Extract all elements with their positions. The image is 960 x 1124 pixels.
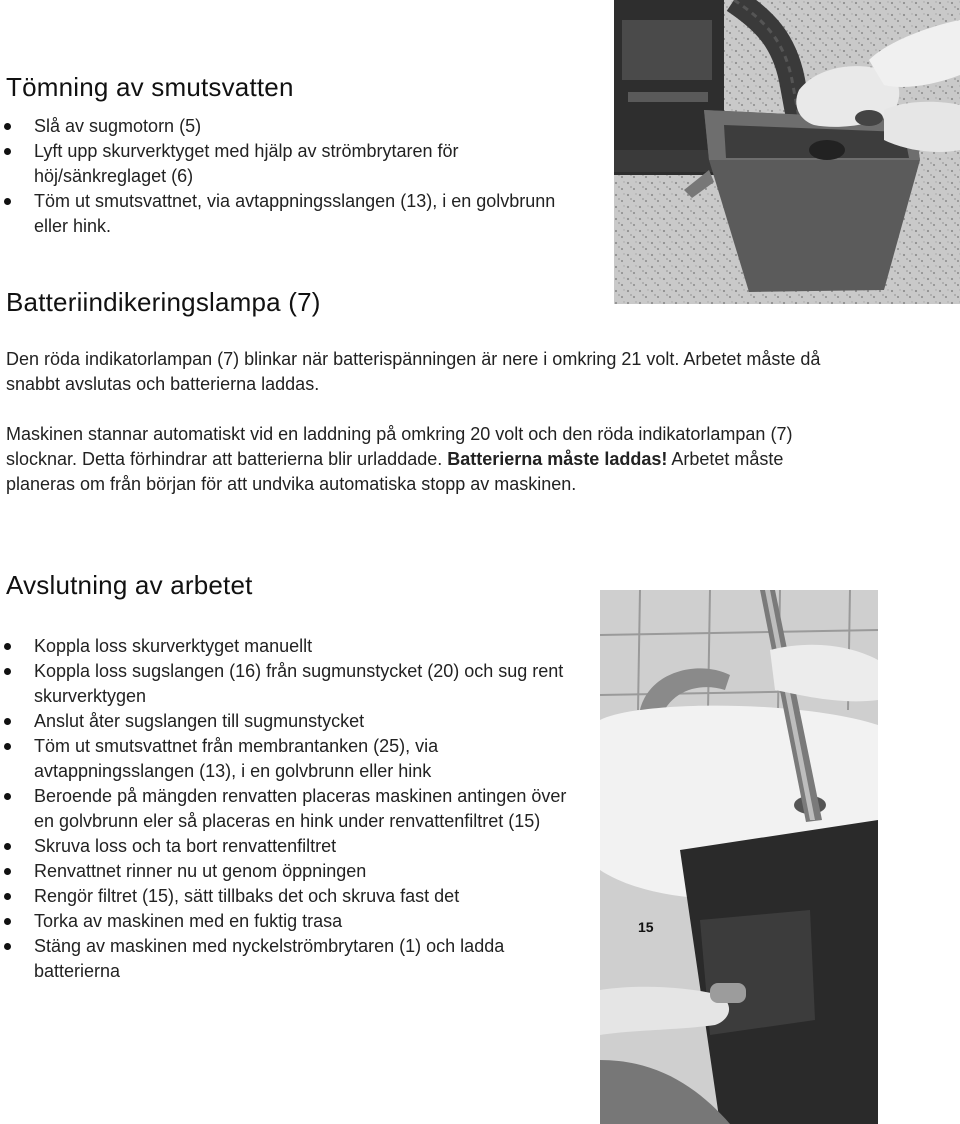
figure-label-15: 15 [638,919,654,935]
list-item [0,834,580,859]
list-item-text: Koppla loss skurverktyget manuellt [34,636,313,656]
list-item-text: Töm ut smutsvattnet, via avtappningsslangen (13), i en golvbrunn eller hink. [34,191,556,236]
section-title-emptying-dirty-water: Tömning av smutsvatten [6,72,294,102]
list-item-text: Koppla loss sugslangen (16) från sugmunstycket (20) och sug rent skurverktygen [34,661,564,706]
bullet-icon [4,918,11,925]
list-item-text: Torka av maskinen med en fuktig trasa [34,911,343,931]
list-item [0,784,580,834]
bullet-icon [4,843,11,850]
battery-paragraph-2-text: Maskinen stannar automatiskt vid en laddning på omkring 20 volt och den röda indikatorlampan (7) slocknar. Detta förhindrar att batterierna blir urladdade. [6,424,793,469]
list-item-text: Rengör filtret (15), sätt tillbaks det och skruva fast det [34,886,460,906]
bullet-icon [4,668,11,675]
list-item [0,634,580,659]
list-item [0,114,570,139]
list-item-text: Lyft upp skurverktyget med hjälp av strömbrytaren för höj/sänkreglaget (6) [34,141,459,186]
bullet-icon [4,148,11,155]
battery-paragraph-2-text-end: Arbetet måste planeras om från början för att undvika automatiska stopp av maskinen. [6,449,784,494]
bullet-icon [4,943,11,950]
bullet-icon [4,198,11,205]
list-item-text: Skruva loss och ta bort renvattenfiltret [34,836,337,856]
battery-paragraph-1: Den röda indikatorlampan (7) blinkar när batterispänningen är nere i omkring 21 volt. Arbetet måste då snabbt avslutas och batterierna laddas. [6,349,821,394]
list-item [0,909,580,934]
bullet-icon [4,743,11,750]
bullet-icon [4,793,11,800]
list-item [0,859,580,884]
list-item [0,189,570,239]
list-item-text: Anslut åter sugslangen till sugmunstycket [34,711,365,731]
photo-sink-filter [600,590,878,1124]
bullet-icon [4,643,11,650]
battery-paragraph-2 [6,422,854,497]
list-item [0,709,580,734]
battery-warning-bold: Batterierna måste laddas! [447,449,668,469]
bullet-icon [4,893,11,900]
finishing-steps-list [0,634,580,984]
list-item [0,734,580,784]
photo-emptying-tank [614,0,960,304]
list-item-text: Beroende på mängden renvatten placeras maskinen antingen över en golvbrunn eler så placeras en hink under renvattenfiltret (15) [34,786,567,831]
list-item-text: Töm ut smutsvattnet från membrantanken (25), via avtappningsslangen (13), i en golvbrunn eller hink [34,736,439,781]
bullet-icon [4,868,11,875]
bullet-icon [4,718,11,725]
list-item [0,884,580,909]
list-item-text: Renvattnet rinner nu ut genom öppningen [34,861,367,881]
bullet-icon [4,123,11,130]
list-item [0,934,580,984]
list-item-text: Slå av sugmotorn (5) [34,116,202,136]
list-item-text: Stäng av maskinen med nyckelströmbrytaren (1) och ladda batterierna [34,936,505,981]
emptying-steps-list [0,114,570,239]
section-title-finishing-work: Avslutning av arbetet [6,570,253,600]
list-item [0,659,580,709]
section-title-battery-indicator: Batteriindikeringslampa (7) [6,287,321,317]
list-item [0,139,570,189]
